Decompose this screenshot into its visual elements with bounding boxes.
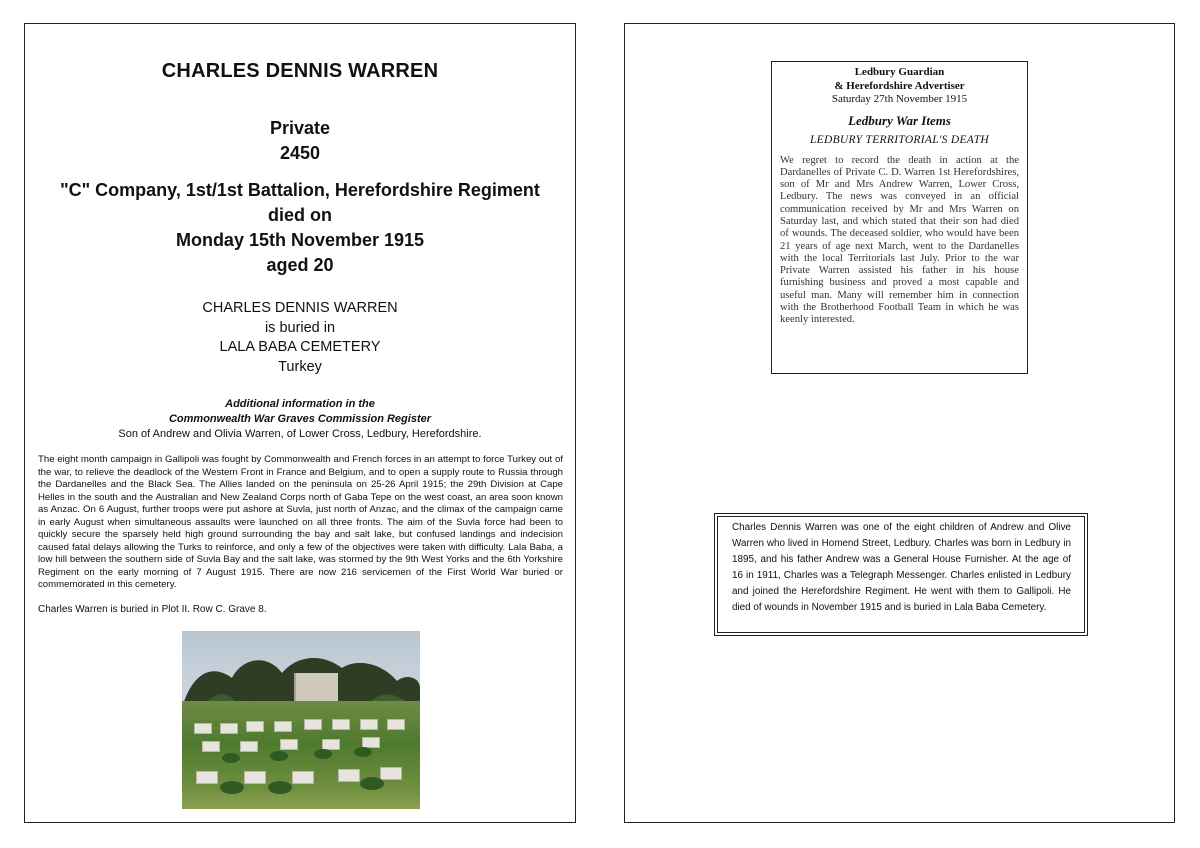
headstone <box>338 769 360 782</box>
soldier-name-heading: CHARLES DENNIS WARREN <box>161 60 439 82</box>
headstone <box>196 771 218 784</box>
article-body: We regret to record the death in action at the Dardanelles of Private C. D. Warren 1st Herefordshires, son of Mr and Mrs Andrew Warren, Lower Cross, Ledbury. The news was conveyed in an official communication received by Mr and Mrs Warren on Saturday last, and which stated that their son had died of wounds. The deceased soldier, who would have been 21 years of age next March, went to the Dardanelles with the local Territorials last July. Prior to the war Private Warren assisted his father in his house furnishing business and proved a most capable and useful man. Many will remember him in connection with the Brotherhood Football Team in which he was keenly interested. <box>780 154 1019 326</box>
parents-info: Son of Andrew and Olivia Warren, of Lower Cross, Ledbury, Herefordshire. <box>118 428 482 440</box>
rank: Private <box>269 118 331 138</box>
shrub <box>220 781 244 794</box>
shrub <box>360 777 384 790</box>
article-title: Ledbury War Items <box>848 112 951 128</box>
headstone <box>304 719 322 730</box>
shrub <box>354 747 372 757</box>
biography-text: Charles Dennis Warren was one of the eight children of Andrew and Olive Warren who lived in Homend Street, Ledbury. Charles was born in Ledbury in 1895, and his father Andrew was a General House Furnisher. At the age of 16 in 1911, Charles was a Telegraph Messenger. Charles enlisted in Ledbury and joined the Herefordshire Regiment. He went with them to Gallipoli. He died of wounds in November 1915 and is buried in Lala Baba Cemetery. <box>717 516 1085 633</box>
headstone <box>244 771 266 784</box>
newspaper-name: Ledbury Guardian <box>854 66 945 78</box>
buried-in-label: is buried in <box>264 320 336 336</box>
headstone <box>292 771 314 784</box>
cemetery-photo <box>182 631 420 809</box>
headstone <box>332 719 350 730</box>
photo-monument <box>294 673 338 703</box>
headstone <box>240 741 258 752</box>
biography-box <box>714 513 1088 636</box>
narrative-text: The eight month campaign in Gallipoli was fought by Commonwealth and French forces in an attempt to force Turkey out of the war, to relieve the deadlock of the Western Front in France and Belgium, and to open a supply route to Russia through the Dardanelles and the Black Sea. The Allies landed on the peninsula on 25-26 April 1915; the 29th Division at Cape Helles in the south and the Australian and New Zealand Corps north of Gaba Tepe on the west coast, an area soon known as Anzac. On 6 August, further troops were put ashore at Suvla, just north of Anzac, and the climax of the campaign came in early August when simultaneous assaults were launched on all three fronts. The aim of the Suvla force had been to quickly secure the sparsely held high ground surrounding the bay and salt lake, but confused landings and indecision caused fatal delays allowing the Turks to reinforce, and only a few of the objectives were taken with difficulty. Lala Baba, a low hill between the southern side of Suvla Bay and the salt lake, was stormed by the 9th West Yorks and the 6th Yorkshire Regiment on the early morning of 7 August 1915. There are now 216 servicemen of the First World War buried or commemorated in this cemetery. <box>38 454 563 590</box>
headstone <box>246 721 264 732</box>
photo-lawn <box>182 701 420 809</box>
headstone <box>280 739 298 750</box>
death-date: Monday 15th November 1915 <box>175 230 425 250</box>
newspaper-name-line2: & Herefordshire Advertiser <box>834 79 965 92</box>
shrub <box>222 753 240 763</box>
article-subtitle: LEDBURY TERRITORIAL'S DEATH <box>809 133 990 146</box>
grave-location: Charles Warren is buried in Plot II. Row C. Grave 8. <box>38 604 267 615</box>
shrub <box>314 749 332 759</box>
headstone <box>220 723 238 734</box>
headstone <box>360 719 378 730</box>
memorial-page-right <box>624 23 1175 823</box>
service-number: 2450 <box>279 143 321 163</box>
headstone <box>380 767 402 780</box>
country: Turkey <box>278 359 322 375</box>
newspaper-clipping <box>771 61 1028 374</box>
cemetery-name: LALA BABA CEMETERY <box>219 339 381 355</box>
headstone <box>194 723 212 734</box>
burial-name: CHARLES DENNIS WARREN <box>202 300 398 316</box>
gallipoli-narrative <box>38 454 563 592</box>
headstone <box>274 721 292 732</box>
headstone <box>202 741 220 752</box>
additional-info-heading: Additional information in the <box>225 398 375 410</box>
headstone <box>387 719 405 730</box>
shrub <box>268 781 292 794</box>
age: aged 20 <box>266 255 334 275</box>
unit: "C" Company, 1st/1st Battalion, Herefordshire Regiment <box>60 180 540 200</box>
shrub <box>270 751 288 761</box>
died-on-label: died on <box>268 205 332 225</box>
memorial-page-left <box>24 23 576 823</box>
cwgc-register-heading: Commonwealth War Graves Commission Register <box>168 413 432 425</box>
newspaper-date: Saturday 27th November 1915 <box>831 93 968 105</box>
